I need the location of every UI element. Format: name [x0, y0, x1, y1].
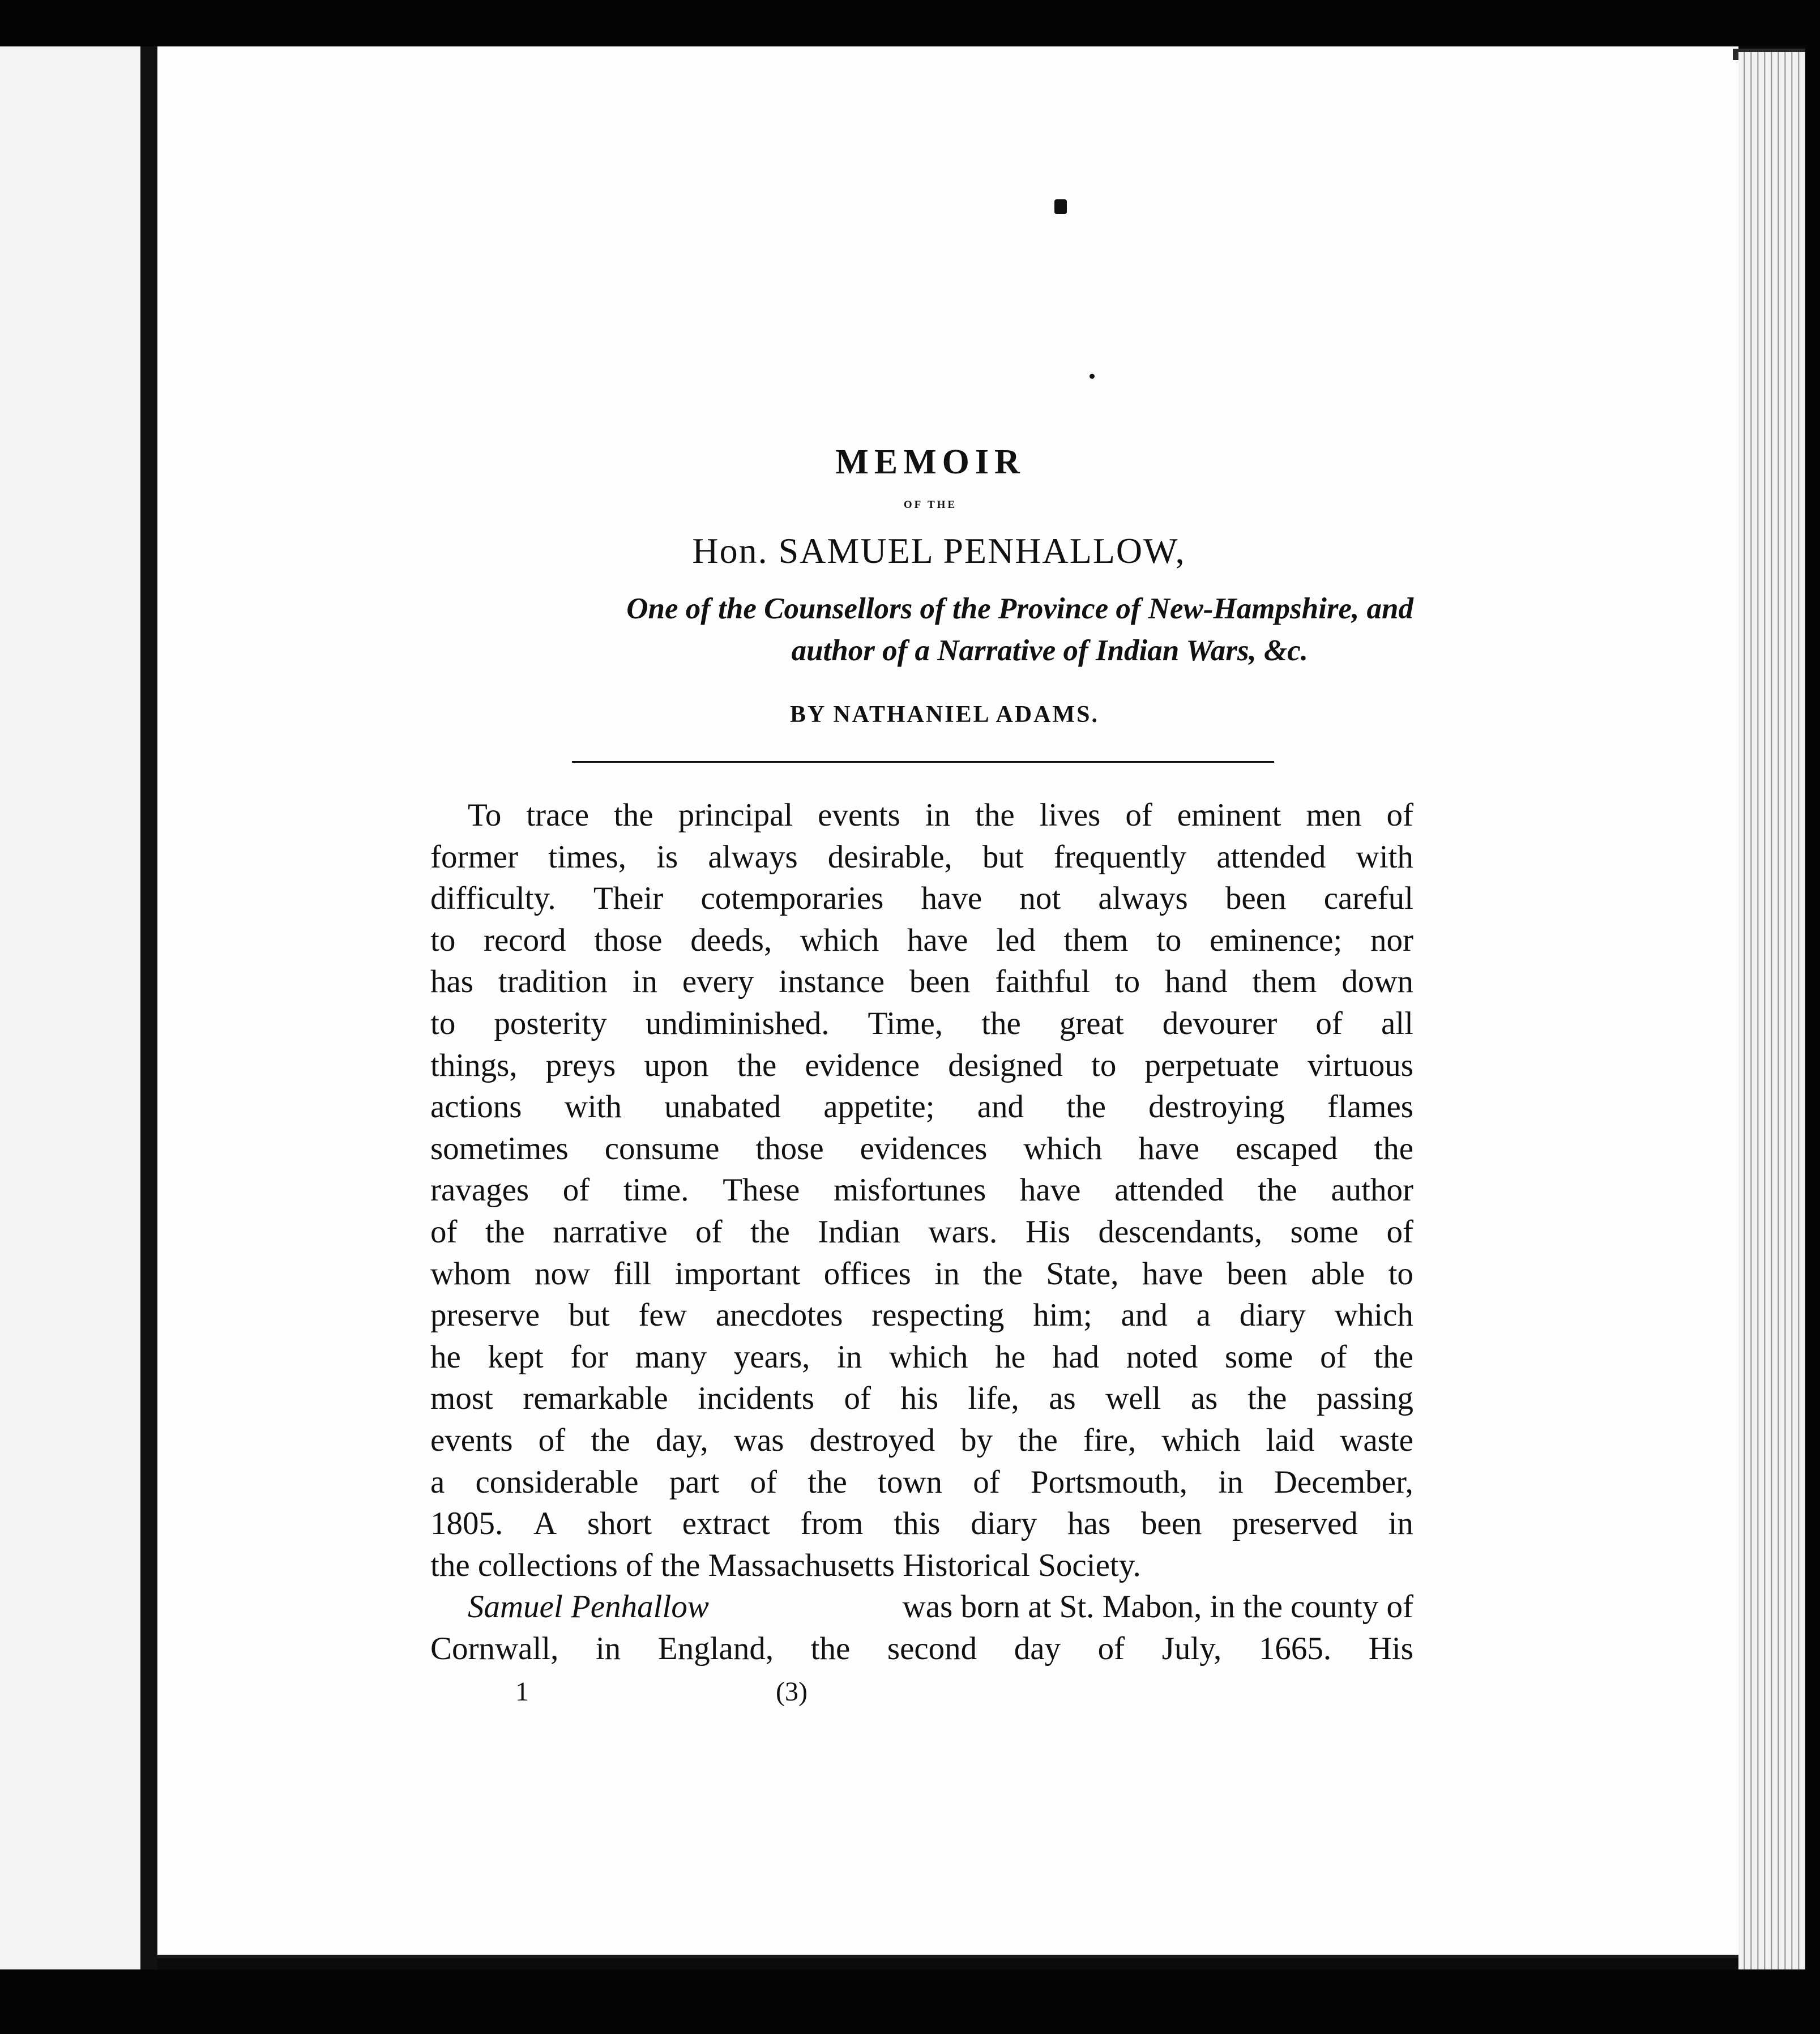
word: the — [591, 1422, 630, 1458]
word: Cornwall, — [430, 1630, 559, 1666]
word: December, — [1274, 1464, 1413, 1500]
word: of — [538, 1422, 566, 1458]
word: of — [1315, 1005, 1343, 1041]
word: have — [907, 922, 968, 958]
word: a — [1196, 1297, 1211, 1334]
word: the — [808, 1464, 847, 1500]
word: is — [656, 839, 678, 875]
word: record — [484, 922, 566, 958]
text-run: was born at St. Mabon, in the county of — [902, 1589, 1413, 1625]
word: upon — [644, 1047, 709, 1083]
word: of — [973, 1464, 1000, 1500]
word: To — [468, 797, 502, 833]
word: undiminished. — [645, 1005, 830, 1041]
word: to — [1388, 1255, 1413, 1292]
word: the — [1374, 1339, 1413, 1375]
word: respecting — [871, 1297, 1005, 1334]
word: them — [1063, 922, 1129, 958]
word: of — [1386, 1213, 1413, 1250]
word: narrative — [553, 1213, 668, 1250]
word: sometimes — [430, 1130, 569, 1166]
word: with — [1356, 839, 1413, 875]
word: as — [1190, 1381, 1218, 1417]
word: in — [1218, 1464, 1244, 1500]
word: great — [1059, 1005, 1124, 1041]
word: he — [430, 1339, 461, 1375]
word: attended — [1216, 839, 1326, 875]
word: lives — [1039, 797, 1101, 833]
word: always — [708, 839, 798, 875]
word: noted — [1126, 1339, 1198, 1375]
word: His — [1025, 1213, 1070, 1250]
word: to — [1156, 922, 1182, 958]
word: he — [995, 1339, 1026, 1375]
text-line — [430, 878, 1413, 920]
text-line — [430, 961, 1413, 1003]
section-rule — [572, 761, 1274, 763]
word: years, — [733, 1339, 810, 1375]
word: extract — [682, 1506, 770, 1542]
word: down — [1341, 964, 1413, 1000]
word: the — [614, 797, 653, 833]
word: been — [1227, 1255, 1288, 1292]
word: of — [1386, 797, 1413, 833]
word: diary — [971, 1506, 1037, 1542]
text-line — [430, 920, 1413, 962]
word: escaped — [1236, 1130, 1338, 1166]
word: second — [887, 1630, 977, 1666]
word: Time, — [868, 1005, 943, 1041]
word: attended — [1114, 1172, 1224, 1208]
subject-full-name: SAMUEL PENHALLOW, — [778, 531, 1186, 571]
text-line: the collections of the Massachusetts Historical Society. — [430, 1547, 1141, 1583]
word: preys — [545, 1047, 616, 1083]
word: careful — [1323, 881, 1413, 917]
word: waste — [1340, 1422, 1413, 1458]
word: and — [1121, 1297, 1168, 1334]
word: have — [1142, 1255, 1203, 1292]
word: life, — [968, 1381, 1019, 1417]
word: able — [1311, 1255, 1365, 1292]
word: which — [889, 1339, 968, 1375]
word: actions — [430, 1089, 522, 1125]
word: in — [1388, 1506, 1413, 1542]
word: of — [750, 1464, 777, 1500]
word: the — [1247, 1381, 1287, 1417]
signature-mark: 1 — [515, 1677, 529, 1707]
word: all — [1381, 1005, 1413, 1041]
text-line — [430, 1420, 1413, 1462]
word: consume — [604, 1130, 720, 1166]
word: few — [638, 1297, 687, 1334]
word: nor — [1370, 922, 1413, 958]
word: to — [1091, 1047, 1117, 1083]
word: in — [934, 1255, 960, 1292]
word: in — [595, 1630, 621, 1666]
word: preserve — [430, 1297, 540, 1334]
word: many — [635, 1339, 707, 1375]
word: eminence; — [1210, 922, 1343, 958]
word: his — [900, 1381, 939, 1417]
subtitle-line: author of a Narrative of Indian Wars, &c. — [791, 634, 1308, 667]
word: posterity — [494, 1005, 607, 1041]
scan-border-right — [1805, 0, 1820, 2034]
word: the — [975, 797, 1015, 833]
word: diary — [1239, 1297, 1306, 1334]
subtitle — [430, 588, 1413, 672]
word: evidences — [860, 1130, 988, 1166]
word: principal — [678, 797, 793, 833]
scan-border-bottom — [0, 1969, 1820, 2034]
word: cotemporaries — [700, 881, 884, 917]
word: been — [1225, 881, 1287, 917]
word: England, — [657, 1630, 774, 1666]
word: with — [564, 1089, 622, 1125]
word: things, — [430, 1047, 518, 1083]
word: the — [1374, 1130, 1413, 1166]
word: faithful — [995, 964, 1090, 1000]
word: have — [1138, 1130, 1200, 1166]
word: town — [878, 1464, 943, 1500]
word: to — [430, 1005, 456, 1041]
book-gutter — [140, 46, 157, 1969]
word: the — [1257, 1172, 1297, 1208]
word: preserved — [1232, 1506, 1358, 1542]
subject-name — [430, 530, 1413, 572]
word: difficulty. — [430, 881, 556, 917]
text-line — [430, 1003, 1413, 1045]
word: always — [1098, 881, 1188, 917]
body-text — [430, 794, 1413, 1669]
scan-border-top — [0, 0, 1820, 46]
word: perpetuate — [1144, 1047, 1279, 1083]
of-the-label: OF THE — [903, 499, 958, 511]
word: Their — [593, 881, 664, 917]
word: appetite; — [823, 1089, 935, 1125]
ink-speck — [1090, 374, 1095, 379]
subtitle-line: One of the Counsellors of the Province of New-Hampshire, and — [626, 592, 1413, 625]
page-number: (3) — [776, 1677, 808, 1707]
word: of — [1097, 1630, 1125, 1666]
word: virtuous — [1308, 1047, 1413, 1083]
word: the — [485, 1213, 525, 1250]
word: These — [723, 1172, 800, 1208]
text-line — [430, 1253, 1413, 1295]
word: important — [674, 1255, 801, 1292]
word: deeds, — [690, 922, 772, 958]
text-line — [430, 1503, 1413, 1545]
word: from — [800, 1506, 864, 1542]
word: which — [1334, 1297, 1413, 1334]
word: this — [894, 1506, 941, 1542]
ink-speck — [1054, 199, 1067, 214]
text-line — [430, 1336, 1413, 1378]
word: flames — [1327, 1089, 1413, 1125]
text-line — [430, 1586, 1413, 1628]
word: been — [909, 964, 971, 1000]
word: to — [430, 922, 456, 958]
word: desirable, — [827, 839, 952, 875]
word: ravages — [430, 1172, 529, 1208]
word: was — [733, 1422, 784, 1458]
word: which — [1161, 1422, 1241, 1458]
word: Portsmouth, — [1030, 1464, 1188, 1500]
text-line — [430, 1378, 1413, 1420]
word: day, — [655, 1422, 708, 1458]
page-edges-stack — [1738, 52, 1805, 1969]
word: for — [570, 1339, 608, 1375]
word: part — [669, 1464, 720, 1500]
word: His — [1368, 1630, 1413, 1666]
word: destroyed — [809, 1422, 935, 1458]
word: which — [800, 922, 879, 958]
word: as — [1049, 1381, 1076, 1417]
word: the — [1066, 1089, 1106, 1125]
word: most — [430, 1381, 493, 1417]
word: frequently — [1053, 839, 1187, 875]
memoir-title: MEMOIR — [835, 443, 1026, 481]
word: hand — [1164, 964, 1228, 1000]
italic-name: Samuel Penhallow — [468, 1589, 709, 1625]
word: considerable — [475, 1464, 639, 1500]
word: a — [430, 1464, 445, 1500]
word: has — [430, 964, 473, 1000]
facing-page-left — [0, 46, 140, 1969]
text-line — [430, 1628, 1413, 1670]
word: misfortunes — [834, 1172, 986, 1208]
text-line — [430, 1294, 1413, 1336]
word: well — [1105, 1381, 1161, 1417]
word: wars. — [928, 1213, 998, 1250]
word: him; — [1033, 1297, 1092, 1334]
word: laid — [1266, 1422, 1315, 1458]
word: remarkable — [523, 1381, 668, 1417]
word: in — [925, 797, 951, 833]
word: the — [1018, 1422, 1058, 1458]
word: unabated — [664, 1089, 781, 1125]
word: the — [981, 1005, 1021, 1041]
word: men — [1306, 797, 1362, 833]
word: the — [810, 1630, 851, 1666]
word: of — [430, 1213, 458, 1250]
text-line — [430, 1169, 1413, 1211]
word: time. — [623, 1172, 689, 1208]
honorific: Hon. — [692, 531, 768, 571]
word: fire, — [1083, 1422, 1137, 1458]
word: kept — [488, 1339, 544, 1375]
word: evidence — [805, 1047, 920, 1083]
page-content — [430, 442, 1413, 1709]
word: State, — [1046, 1255, 1119, 1292]
word: events — [818, 797, 900, 833]
word: descendants, — [1098, 1213, 1263, 1250]
word: of — [695, 1213, 723, 1250]
text-line — [430, 1462, 1413, 1503]
word: had — [1052, 1339, 1099, 1375]
word: and — [977, 1089, 1024, 1125]
word: been — [1140, 1506, 1202, 1542]
word: times, — [548, 839, 626, 875]
word: but — [568, 1297, 610, 1334]
text-line — [430, 794, 1413, 836]
word: have — [1019, 1172, 1081, 1208]
word: of — [1320, 1339, 1347, 1375]
word: of — [562, 1172, 590, 1208]
word: incidents — [698, 1381, 814, 1417]
word: fill — [613, 1255, 652, 1292]
word: former — [430, 839, 519, 875]
word: 1665. — [1258, 1630, 1332, 1666]
word: every — [682, 964, 754, 1000]
word: now — [534, 1255, 591, 1292]
word: to — [1114, 964, 1140, 1000]
word: whom — [430, 1255, 511, 1292]
text-line — [430, 1128, 1413, 1170]
word: some — [1290, 1213, 1358, 1250]
word: in — [837, 1339, 862, 1375]
text-line — [430, 836, 1413, 878]
text-line — [430, 1211, 1413, 1253]
word: tradition — [498, 964, 608, 1000]
word: instance — [779, 964, 885, 1000]
word: has — [1067, 1506, 1111, 1542]
word: 1805. — [430, 1506, 503, 1542]
word: have — [921, 881, 982, 917]
word: short — [587, 1506, 652, 1542]
word: destroying — [1148, 1089, 1285, 1125]
word: in — [632, 964, 658, 1000]
word: of — [1125, 797, 1152, 833]
word: but — [982, 839, 1024, 875]
word: designed — [948, 1047, 1063, 1083]
word: led — [996, 922, 1036, 958]
word: some — [1225, 1339, 1293, 1375]
word: by — [960, 1422, 993, 1458]
word: those — [755, 1130, 824, 1166]
word: them — [1252, 964, 1317, 1000]
word: devourer — [1162, 1005, 1278, 1041]
author-byline: BY NATHANIEL ADAMS. — [790, 702, 1099, 728]
word: passing — [1316, 1381, 1413, 1417]
word: trace — [526, 797, 589, 833]
word: which — [1023, 1130, 1103, 1166]
word: Indian — [818, 1213, 900, 1250]
word: author — [1331, 1172, 1413, 1208]
word: the — [750, 1213, 790, 1250]
word: July, — [1161, 1630, 1222, 1666]
word: anecdotes — [715, 1297, 843, 1334]
word: of — [844, 1381, 871, 1417]
text-line — [430, 1086, 1413, 1128]
text-line — [430, 1045, 1413, 1087]
word: day — [1014, 1630, 1061, 1666]
word: those — [594, 922, 663, 958]
word: A — [533, 1506, 557, 1542]
page-footer — [430, 1675, 1413, 1709]
word: offices — [823, 1255, 911, 1292]
word: the — [737, 1047, 777, 1083]
word: not — [1019, 881, 1061, 917]
word: eminent — [1177, 797, 1281, 833]
word: events — [430, 1422, 513, 1458]
word: the — [983, 1255, 1023, 1292]
